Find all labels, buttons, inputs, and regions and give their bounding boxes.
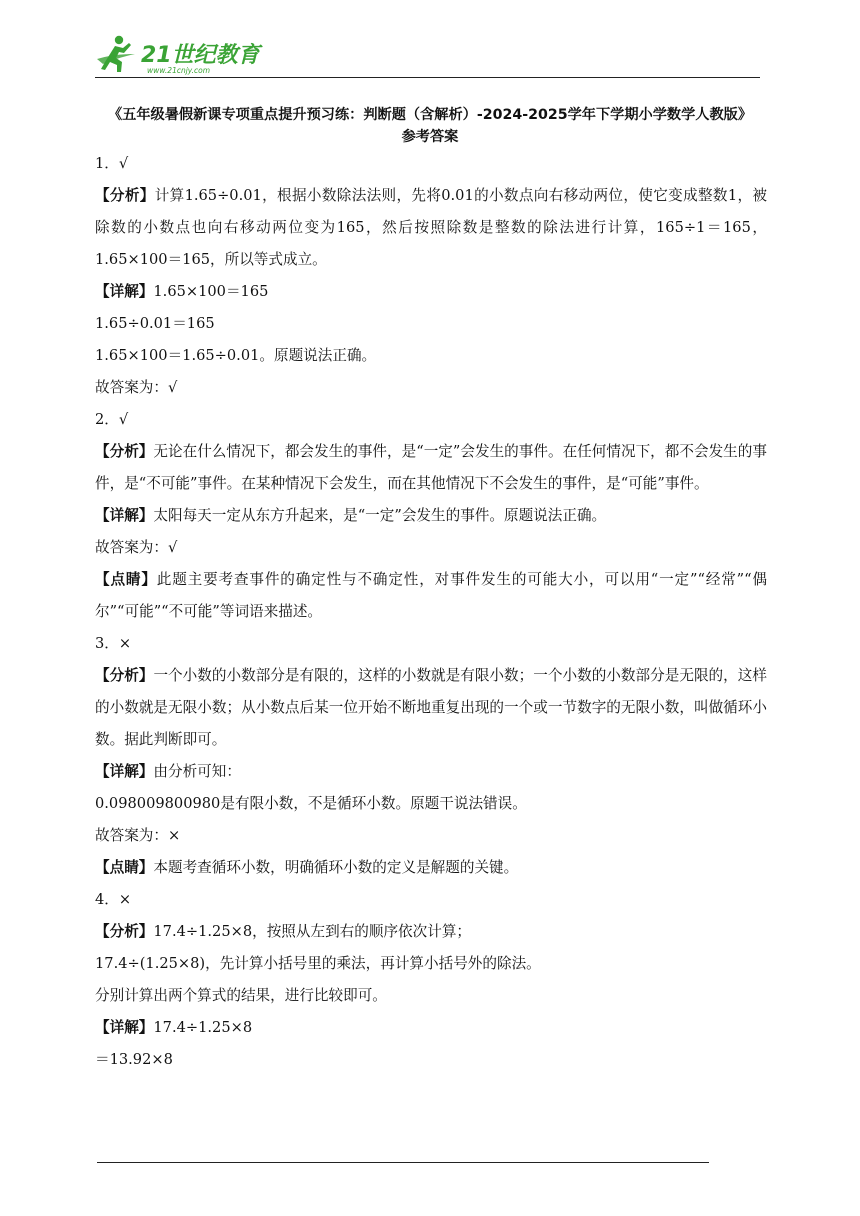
q4-detail-line-2: ＝13.92×8: [95, 1051, 173, 1068]
q1-detail-line-2: 1.65÷0.01＝165: [95, 315, 215, 332]
q1-answer: 故答案为：√: [95, 379, 178, 396]
q3-number: 3．×: [95, 635, 132, 652]
document-title: [95, 104, 765, 148]
q2-comment: [95, 564, 767, 628]
q4-analysis-line-3: 分别计算出两个算式的结果，进行比较即可。: [95, 987, 387, 1004]
q2-analysis: [95, 436, 767, 500]
q3-detail-line-2: 0.098009800980是有限小数，不是循环小数。原题干说法错误。: [95, 795, 527, 812]
logo-url: www.21cnjy.com: [147, 66, 211, 75]
q3-detail-tag: 【详解】: [95, 763, 154, 780]
q3-detail: [95, 756, 767, 788]
q2-comment-tag: 【点睛】: [95, 571, 157, 588]
logo-text: 21世纪教育: [141, 43, 260, 68]
title-line-1: 《五年级暑假新课专项重点提升预习练：判断题（含解析）-2024-2025学年下学期小学数学人教版》: [107, 107, 753, 123]
q4-analysis-line-2: 17.4÷(1.25×8)，先计算小括号里的乘法，再计算小括号外的除法。: [95, 955, 541, 972]
q1-detail-tag: 【详解】: [95, 283, 154, 300]
q3-analysis-text: 一个小数的小数部分是有限的，这样的小数就是有限小数；一个小数的小数部分是无限的，这样的小数就是无限小数；从小数点后某一位开始不断地重复出现的一个或一节数字的无限小数，叫做循环小数。据此判断即可。: [95, 667, 767, 748]
q1-number: 1．√: [95, 155, 129, 172]
q4-number: 4．×: [95, 891, 132, 908]
q2-detail: [95, 500, 767, 532]
q1-detail-text: 1.65×100＝165: [153, 283, 269, 300]
q4-detail-text: 17.4÷1.25×8: [153, 1019, 253, 1036]
q3-comment-text: 本题考查循环小数，明确循环小数的定义是解题的关键。: [153, 859, 519, 876]
q2-analysis-tag: 【分析】: [95, 443, 154, 460]
q4-analysis-tag: 【分析】: [95, 923, 154, 940]
q4-analysis-text: 17.4÷1.25×8，按照从左到右的顺序依次计算；: [153, 923, 472, 940]
q3-analysis: [95, 660, 767, 756]
q3-analysis-tag: 【分析】: [95, 667, 154, 684]
answer-body: [95, 148, 767, 1076]
title-line-2: 参考答案: [401, 129, 459, 145]
q2-answer: 故答案为：√: [95, 539, 178, 556]
q3-comment: [95, 852, 767, 884]
q2-detail-tag: 【详解】: [95, 507, 154, 524]
q2-number: 2．√: [95, 411, 129, 428]
q4-analysis: [95, 916, 767, 948]
q1-analysis: [95, 180, 767, 276]
footer-divider: [97, 1162, 709, 1163]
q4-detail: [95, 1012, 767, 1044]
page-header: [95, 32, 760, 78]
q2-analysis-text: 无论在什么情况下，都会发生的事件，是“一定”会发生的事件。在任何情况下，都不会发生的事件，是“不可能”事件。在某种情况下会发生，而在其他情况下不会发生的事件，是“可能”事件。: [95, 443, 767, 492]
header-divider: [95, 77, 760, 78]
q1-analysis-text: 计算1.65÷0.01，根据小数除法法则，先将0.01的小数点向右移动两位，使它变成整数1，被除数的小数点也向右移动两位变为165，然后按照除数是整数的除法进行计算，165÷1＝165，1.65×100＝165，所以等式成立。: [95, 187, 767, 268]
21cnjy-logo: [95, 32, 265, 76]
q2-detail-text: 太阳每天一定从东方升起来，是“一定”会发生的事件。原题说法正确。: [153, 507, 607, 524]
q4-detail-tag: 【详解】: [95, 1019, 154, 1036]
q1-detail: [95, 276, 767, 308]
q1-detail-line-3: 1.65×100＝1.65÷0.01。原题说法正确。: [95, 347, 377, 364]
q2-comment-text: 此题主要考查事件的确定性与不确定性，对事件发生的可能大小，可以用“一定”“经常”“偶尔”“可能”“不可能”等词语来描述。: [95, 571, 767, 620]
q1-analysis-tag: 【分析】: [95, 187, 155, 204]
q3-detail-text: 由分析可知：: [153, 763, 241, 780]
q3-answer: 故答案为：×: [95, 827, 181, 844]
q3-comment-tag: 【点睛】: [95, 859, 154, 876]
